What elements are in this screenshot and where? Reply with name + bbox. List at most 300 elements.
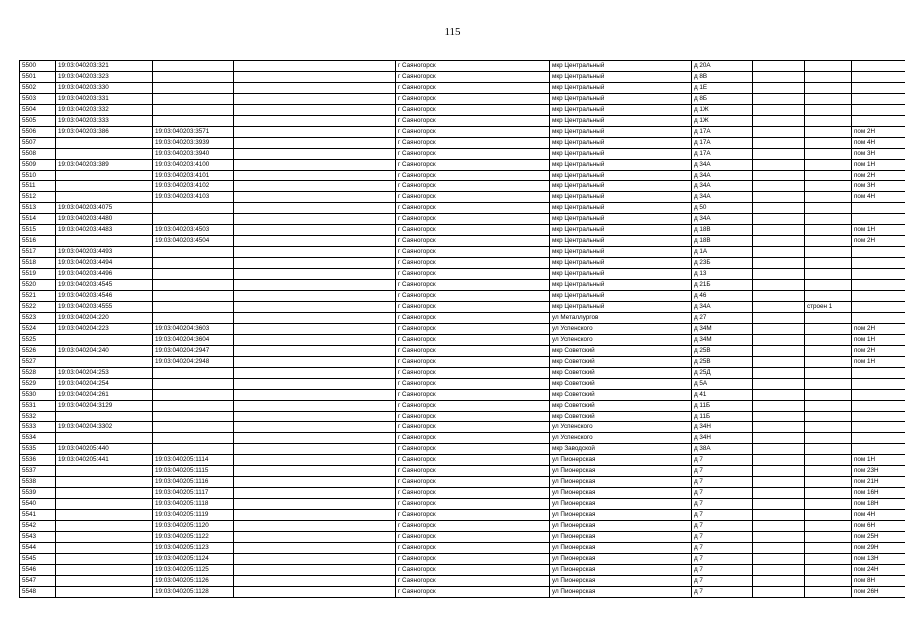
room-cadastral-number-cell: 19:03:040205:1128 — [153, 586, 234, 597]
building-cell — [805, 247, 852, 258]
cadastral-number-cell: 19:03:040203:323 — [56, 71, 153, 82]
building-cell — [805, 236, 852, 247]
room-cadastral-number-cell: 19:03:040205:1123 — [153, 542, 234, 553]
cadastral-number-cell — [56, 192, 153, 203]
table-row — [20, 247, 905, 258]
cadastral-number-cell: 19:03:040204:3129 — [56, 400, 153, 411]
building-cell — [805, 345, 852, 356]
house-number-cell: д 11Б — [692, 411, 753, 422]
city-cell: г Саяногорск — [396, 269, 550, 280]
cadastral-number-cell: 19:03:040203:4494 — [56, 258, 153, 269]
blank-cell — [753, 269, 805, 280]
room-cadastral-number-cell: 19:03:040203:4103 — [153, 192, 234, 203]
table-row — [20, 291, 905, 302]
premises-cell: пом 8Н — [852, 575, 905, 586]
cadastral-number-cell: 19:03:040203:389 — [56, 159, 153, 170]
city-cell: г Саяногорск — [396, 181, 550, 192]
district-street-cell: ул Успенского — [550, 323, 692, 334]
premises-cell: пом 2Н — [852, 345, 905, 356]
blank-cell — [234, 488, 396, 499]
city-cell: г Саяногорск — [396, 82, 550, 93]
blank-cell — [234, 499, 396, 510]
district-street-cell: мкр Центральный — [550, 148, 692, 159]
room-cadastral-number-cell: 19:03:040205:1125 — [153, 564, 234, 575]
table-row — [20, 312, 905, 323]
table-row — [20, 542, 905, 553]
city-cell: г Саяногорск — [396, 575, 550, 586]
blank-cell — [234, 356, 396, 367]
house-number-cell: д 7 — [692, 531, 753, 542]
district-street-cell: ул Пионерская — [550, 510, 692, 521]
room-cadastral-number-cell: 19:03:040203:4503 — [153, 225, 234, 236]
room-cadastral-number-cell: 19:03:040203:3940 — [153, 148, 234, 159]
row-number-cell: 5542 — [20, 521, 56, 532]
cadastral-number-cell — [56, 477, 153, 488]
premises-cell: пом 1Н — [852, 356, 905, 367]
premises-cell — [852, 400, 905, 411]
blank-cell — [753, 93, 805, 104]
table-row — [20, 433, 905, 444]
district-street-cell: мкр Центральный — [550, 93, 692, 104]
table-row — [20, 148, 905, 159]
table-row — [20, 137, 905, 148]
blank-cell — [753, 400, 805, 411]
blank-cell — [753, 104, 805, 115]
building-cell — [805, 225, 852, 236]
blank-cell — [753, 115, 805, 126]
city-cell: г Саяногорск — [396, 531, 550, 542]
row-number-cell: 5545 — [20, 553, 56, 564]
blank-cell — [753, 71, 805, 82]
blank-cell — [753, 247, 805, 258]
premises-cell: пом 1Н — [852, 455, 905, 466]
blank-cell — [753, 586, 805, 597]
row-number-cell: 5501 — [20, 71, 56, 82]
blank-cell — [234, 203, 396, 214]
cadastral-number-cell: 19:03:040204:240 — [56, 345, 153, 356]
district-street-cell: мкр Советский — [550, 389, 692, 400]
blank-cell — [753, 280, 805, 291]
cadastral-number-cell — [56, 499, 153, 510]
blank-cell — [234, 378, 396, 389]
table-row — [20, 181, 905, 192]
table-row — [20, 510, 905, 521]
city-cell: г Саяногорск — [396, 280, 550, 291]
row-number-cell: 5504 — [20, 104, 56, 115]
premises-cell: пом 3Н — [852, 181, 905, 192]
row-number-cell: 5541 — [20, 510, 56, 521]
room-cadastral-number-cell — [153, 312, 234, 323]
room-cadastral-number-cell: 19:03:040204:3603 — [153, 323, 234, 334]
blank-cell — [753, 367, 805, 378]
house-number-cell: д 17А — [692, 137, 753, 148]
house-number-cell: д 1Ж — [692, 104, 753, 115]
row-number-cell: 5500 — [20, 61, 56, 72]
premises-cell: пом 24Н — [852, 564, 905, 575]
district-street-cell: ул Пионерская — [550, 466, 692, 477]
blank-cell — [753, 389, 805, 400]
premises-cell: пом 26Н — [852, 586, 905, 597]
city-cell: г Саяногорск — [396, 291, 550, 302]
room-cadastral-number-cell — [153, 214, 234, 225]
table-row — [20, 71, 905, 82]
premises-cell — [852, 115, 905, 126]
row-number-cell: 5535 — [20, 444, 56, 455]
building-cell — [805, 521, 852, 532]
row-number-cell: 5523 — [20, 312, 56, 323]
table-row — [20, 334, 905, 345]
blank-cell — [753, 531, 805, 542]
row-number-cell: 5534 — [20, 433, 56, 444]
house-number-cell: д 34М — [692, 334, 753, 345]
row-number-cell: 5528 — [20, 367, 56, 378]
table-row — [20, 422, 905, 433]
premises-cell: пом 2Н — [852, 170, 905, 181]
district-street-cell: мкр Центральный — [550, 82, 692, 93]
table-row — [20, 531, 905, 542]
cadastral-number-cell — [56, 564, 153, 575]
row-number-cell: 5506 — [20, 126, 56, 137]
city-cell: г Саяногорск — [396, 586, 550, 597]
district-street-cell: ул Пионерская — [550, 499, 692, 510]
house-number-cell: д 34Н — [692, 422, 753, 433]
building-cell — [805, 312, 852, 323]
premises-cell — [852, 203, 905, 214]
room-cadastral-number-cell: 19:03:040203:4100 — [153, 159, 234, 170]
city-cell: г Саяногорск — [396, 323, 550, 334]
cadastral-number-cell: 19:03:040203:330 — [56, 82, 153, 93]
room-cadastral-number-cell — [153, 82, 234, 93]
building-cell — [805, 104, 852, 115]
house-number-cell: д 27 — [692, 312, 753, 323]
blank-cell — [234, 323, 396, 334]
table-row — [20, 126, 905, 137]
cadastral-number-cell: 19:03:040204:261 — [56, 389, 153, 400]
premises-cell — [852, 422, 905, 433]
room-cadastral-number-cell — [153, 104, 234, 115]
cadastral-number-cell: 19:03:040203:4075 — [56, 203, 153, 214]
premises-cell: пом 2Н — [852, 323, 905, 334]
district-street-cell: мкр Советский — [550, 345, 692, 356]
building-cell — [805, 269, 852, 280]
cadastral-number-cell — [56, 236, 153, 247]
blank-cell — [753, 564, 805, 575]
row-number-cell: 5533 — [20, 422, 56, 433]
building-cell — [805, 214, 852, 225]
city-cell: г Саяногорск — [396, 411, 550, 422]
table-row — [20, 192, 905, 203]
table-row — [20, 499, 905, 510]
house-number-cell: д 7 — [692, 499, 753, 510]
house-number-cell: д 8Б — [692, 93, 753, 104]
city-cell: г Саяногорск — [396, 510, 550, 521]
room-cadastral-number-cell: 19:03:040203:4504 — [153, 236, 234, 247]
table-row — [20, 269, 905, 280]
district-street-cell: ул Пионерская — [550, 455, 692, 466]
table-row — [20, 323, 905, 334]
city-cell: г Саяногорск — [396, 422, 550, 433]
table-row — [20, 159, 905, 170]
row-number-cell: 5527 — [20, 356, 56, 367]
blank-cell — [753, 411, 805, 422]
table-row — [20, 444, 905, 455]
city-cell: г Саяногорск — [396, 312, 550, 323]
room-cadastral-number-cell — [153, 422, 234, 433]
blank-cell — [753, 477, 805, 488]
house-number-cell: д 20А — [692, 61, 753, 72]
building-cell — [805, 553, 852, 564]
building-cell — [805, 159, 852, 170]
city-cell: г Саяногорск — [396, 214, 550, 225]
cadastral-number-cell — [56, 542, 153, 553]
building-cell — [805, 82, 852, 93]
premises-cell — [852, 411, 905, 422]
blank-cell — [753, 137, 805, 148]
city-cell: г Саяногорск — [396, 236, 550, 247]
house-number-cell: д 25В — [692, 345, 753, 356]
table-row — [20, 214, 905, 225]
premises-cell — [852, 93, 905, 104]
premises-cell — [852, 71, 905, 82]
table-row — [20, 356, 905, 367]
house-number-cell: д 17А — [692, 148, 753, 159]
house-number-cell: д 7 — [692, 510, 753, 521]
city-cell: г Саяногорск — [396, 148, 550, 159]
house-number-cell: д 13 — [692, 269, 753, 280]
row-number-cell: 5518 — [20, 258, 56, 269]
room-cadastral-number-cell: 19:03:040205:1122 — [153, 531, 234, 542]
blank-cell — [753, 356, 805, 367]
district-street-cell: мкр Центральный — [550, 159, 692, 170]
blank-cell — [234, 312, 396, 323]
premises-cell: пом 4Н — [852, 510, 905, 521]
house-number-cell: д 23Б — [692, 258, 753, 269]
room-cadastral-number-cell — [153, 411, 234, 422]
premises-cell: пом 2Н — [852, 126, 905, 137]
premises-cell — [852, 301, 905, 312]
row-number-cell: 5521 — [20, 291, 56, 302]
district-street-cell: мкр Центральный — [550, 269, 692, 280]
city-cell: г Саяногорск — [396, 126, 550, 137]
table-row — [20, 61, 905, 72]
blank-cell — [234, 148, 396, 159]
blank-cell — [234, 225, 396, 236]
blank-cell — [234, 93, 396, 104]
table-row — [20, 301, 905, 312]
cadastral-number-cell: 19:03:040204:254 — [56, 378, 153, 389]
blank-cell — [234, 411, 396, 422]
district-street-cell: ул Пионерская — [550, 488, 692, 499]
cadastral-number-cell — [56, 334, 153, 345]
cadastral-number-cell — [56, 575, 153, 586]
table-row — [20, 82, 905, 93]
room-cadastral-number-cell: 19:03:040204:3604 — [153, 334, 234, 345]
blank-cell — [234, 71, 396, 82]
city-cell: г Саяногорск — [396, 477, 550, 488]
room-cadastral-number-cell — [153, 444, 234, 455]
city-cell: г Саяногорск — [396, 247, 550, 258]
room-cadastral-number-cell: 19:03:040203:3571 — [153, 126, 234, 137]
blank-cell — [234, 301, 396, 312]
district-street-cell: мкр Советский — [550, 400, 692, 411]
district-street-cell: мкр Центральный — [550, 301, 692, 312]
city-cell: г Саяногорск — [396, 433, 550, 444]
blank-cell — [234, 280, 396, 291]
cadastral-number-cell — [56, 356, 153, 367]
district-street-cell: ул Пионерская — [550, 564, 692, 575]
district-street-cell: мкр Центральный — [550, 115, 692, 126]
building-cell — [805, 126, 852, 137]
blank-cell — [234, 126, 396, 137]
house-number-cell: д 17А — [692, 126, 753, 137]
premises-cell — [852, 82, 905, 93]
blank-cell — [234, 181, 396, 192]
room-cadastral-number-cell — [153, 367, 234, 378]
cadastral-number-cell — [56, 411, 153, 422]
city-cell: г Саяногорск — [396, 488, 550, 499]
building-cell — [805, 400, 852, 411]
row-number-cell: 5540 — [20, 499, 56, 510]
premises-cell: пом 16Н — [852, 488, 905, 499]
district-street-cell: ул Пионерская — [550, 531, 692, 542]
district-street-cell: ул Металлургов — [550, 312, 692, 323]
cadastral-number-cell — [56, 586, 153, 597]
blank-cell — [234, 444, 396, 455]
row-number-cell: 5519 — [20, 269, 56, 280]
table-row — [20, 104, 905, 115]
cadastral-number-cell — [56, 433, 153, 444]
district-street-cell: мкр Центральный — [550, 203, 692, 214]
district-street-cell: мкр Советский — [550, 378, 692, 389]
row-number-cell: 5522 — [20, 301, 56, 312]
row-number-cell: 5525 — [20, 334, 56, 345]
premises-cell: пом 4Н — [852, 192, 905, 203]
district-street-cell: мкр Центральный — [550, 192, 692, 203]
row-number-cell: 5517 — [20, 247, 56, 258]
blank-cell — [234, 115, 396, 126]
district-street-cell: ул Успенского — [550, 334, 692, 345]
table-row — [20, 367, 905, 378]
blank-cell — [234, 510, 396, 521]
blank-cell — [753, 553, 805, 564]
cadastral-number-cell: 19:03:040203:4480 — [56, 214, 153, 225]
blank-cell — [234, 564, 396, 575]
blank-cell — [753, 334, 805, 345]
house-number-cell: д 34А — [692, 170, 753, 181]
row-number-cell: 5503 — [20, 93, 56, 104]
room-cadastral-number-cell — [153, 280, 234, 291]
row-number-cell: 5524 — [20, 323, 56, 334]
blank-cell — [753, 236, 805, 247]
table-row — [20, 345, 905, 356]
building-cell — [805, 586, 852, 597]
city-cell: г Саяногорск — [396, 301, 550, 312]
blank-cell — [753, 312, 805, 323]
blank-cell — [753, 82, 805, 93]
building-cell — [805, 433, 852, 444]
room-cadastral-number-cell: 19:03:040205:1124 — [153, 553, 234, 564]
room-cadastral-number-cell: 19:03:040205:1115 — [153, 466, 234, 477]
room-cadastral-number-cell — [153, 378, 234, 389]
premises-cell — [852, 214, 905, 225]
district-street-cell: ул Успенского — [550, 422, 692, 433]
row-number-cell: 5536 — [20, 455, 56, 466]
city-cell: г Саяногорск — [396, 170, 550, 181]
blank-cell — [753, 214, 805, 225]
row-number-cell: 5529 — [20, 378, 56, 389]
cadastral-number-cell — [56, 181, 153, 192]
row-number-cell: 5538 — [20, 477, 56, 488]
building-cell — [805, 258, 852, 269]
district-street-cell: мкр Центральный — [550, 181, 692, 192]
building-cell — [805, 334, 852, 345]
house-number-cell: д 1Е — [692, 82, 753, 93]
premises-cell — [852, 444, 905, 455]
table-row — [20, 564, 905, 575]
cadastral-number-cell — [56, 521, 153, 532]
room-cadastral-number-cell: 19:03:040205:1114 — [153, 455, 234, 466]
row-number-cell: 5531 — [20, 400, 56, 411]
city-cell: г Саяногорск — [396, 400, 550, 411]
district-street-cell: мкр Заводской — [550, 444, 692, 455]
registry-table-body — [20, 61, 905, 598]
table-row — [20, 389, 905, 400]
blank-cell — [753, 192, 805, 203]
building-cell — [805, 499, 852, 510]
premises-cell — [852, 104, 905, 115]
building-cell: строен 1 — [805, 301, 852, 312]
cadastral-number-cell: 19:03:040203:4493 — [56, 247, 153, 258]
city-cell: г Саяногорск — [396, 564, 550, 575]
building-cell — [805, 488, 852, 499]
blank-cell — [753, 258, 805, 269]
house-number-cell: д 38А — [692, 444, 753, 455]
blank-cell — [234, 247, 396, 258]
cadastral-number-cell: 19:03:040203:331 — [56, 93, 153, 104]
blank-cell — [753, 225, 805, 236]
blank-cell — [234, 466, 396, 477]
premises-cell: пом 4Н — [852, 137, 905, 148]
room-cadastral-number-cell — [153, 247, 234, 258]
blank-cell — [234, 214, 396, 225]
blank-cell — [753, 301, 805, 312]
building-cell — [805, 411, 852, 422]
table-row — [20, 586, 905, 597]
city-cell: г Саяногорск — [396, 444, 550, 455]
district-street-cell: мкр Центральный — [550, 104, 692, 115]
table-row — [20, 521, 905, 532]
house-number-cell: д 34А — [692, 301, 753, 312]
city-cell: г Саяногорск — [396, 104, 550, 115]
building-cell — [805, 93, 852, 104]
city-cell: г Саяногорск — [396, 499, 550, 510]
building-cell — [805, 280, 852, 291]
room-cadastral-number-cell — [153, 269, 234, 280]
district-street-cell: ул Пионерская — [550, 586, 692, 597]
house-number-cell: д 7 — [692, 488, 753, 499]
row-number-cell: 5544 — [20, 542, 56, 553]
blank-cell — [234, 455, 396, 466]
premises-cell — [852, 389, 905, 400]
blank-cell — [753, 378, 805, 389]
row-number-cell: 5530 — [20, 389, 56, 400]
premises-cell: пом 23Н — [852, 466, 905, 477]
premises-cell: пом 1Н — [852, 225, 905, 236]
building-cell — [805, 531, 852, 542]
building-cell — [805, 575, 852, 586]
premises-cell: пом 3Н — [852, 148, 905, 159]
room-cadastral-number-cell — [153, 301, 234, 312]
